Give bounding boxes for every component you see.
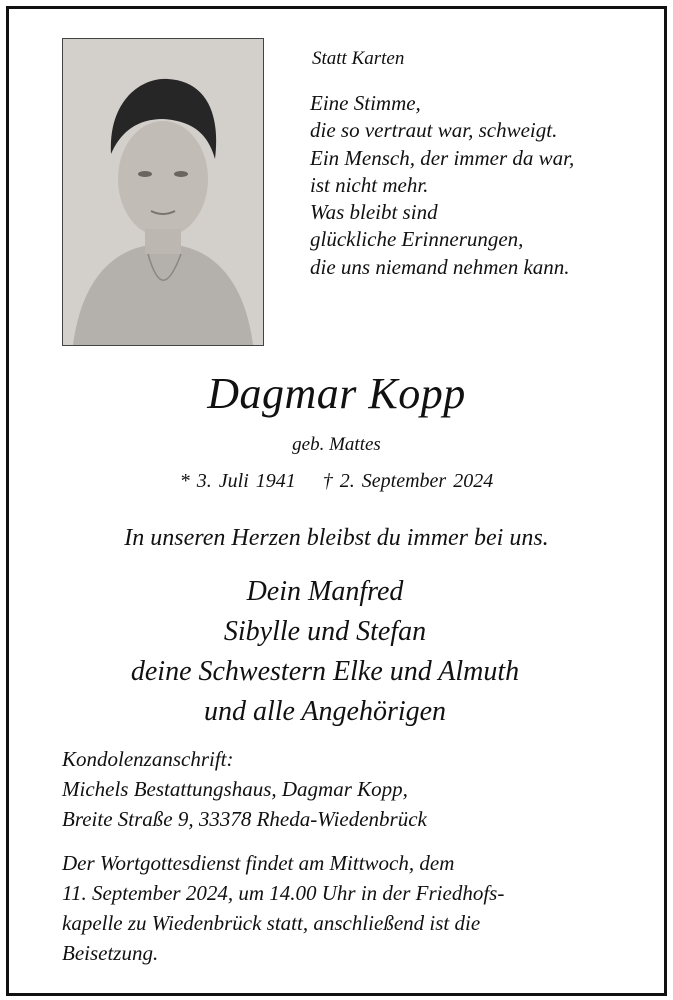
service-line: Der Wortgottesdienst findet am Mittwoch, dem	[62, 851, 455, 875]
maiden-name: geb. Mattes	[292, 434, 381, 455]
deceased-name: Dagmar Kopp	[207, 369, 466, 418]
condolence-line: Michels Bestattungshaus, Dagmar Kopp,	[62, 777, 408, 801]
condolence-line: Breite Straße 9, 33378 Rheda-Wiedenbrück	[62, 807, 427, 831]
service-info	[62, 848, 632, 968]
mourners	[0, 572, 650, 732]
poem-line: Eine Stimme,	[310, 91, 421, 115]
mourner-line: Sibylle und Stefan	[223, 616, 427, 647]
mourner-line: deine Schwestern Elke und Almuth	[130, 656, 520, 687]
condolence-address	[62, 744, 427, 834]
portrait-photo	[62, 38, 264, 346]
portrait-illustration	[63, 39, 263, 345]
mourner-line: Dein Manfred	[246, 576, 404, 607]
poem-line: die uns niemand nehmen kann.	[310, 254, 570, 279]
service-line: 11. September 2024, um 14.00 Uhr in der Friedhofs-	[62, 881, 505, 905]
service-line: kapelle zu Wiedenbrück statt, anschließend ist die	[62, 911, 481, 935]
statt-karten: Statt Karten	[312, 48, 405, 69]
mourner-line: und alle Angehörigen	[203, 696, 447, 727]
birth-date: * 3. Juli 1941	[179, 470, 296, 492]
poem-line: Ein Mensch, der immer da war,	[310, 145, 575, 170]
life-dates	[0, 470, 673, 493]
motto: In unseren Herzen bleibst du immer bei uns.	[124, 525, 549, 551]
death-date: † 2. September 2024	[322, 470, 494, 492]
poem-line: die so vertraut war, schweigt.	[310, 118, 558, 143]
poem-line: glückliche Erinnerungen,	[310, 227, 524, 252]
poem	[310, 90, 574, 281]
poem-line: Was bleibt sind	[310, 200, 438, 225]
service-line: Beisetzung.	[62, 941, 159, 965]
condolence-line: Kondolenzanschrift:	[62, 747, 234, 771]
poem-line: ist nicht mehr.	[310, 172, 429, 197]
